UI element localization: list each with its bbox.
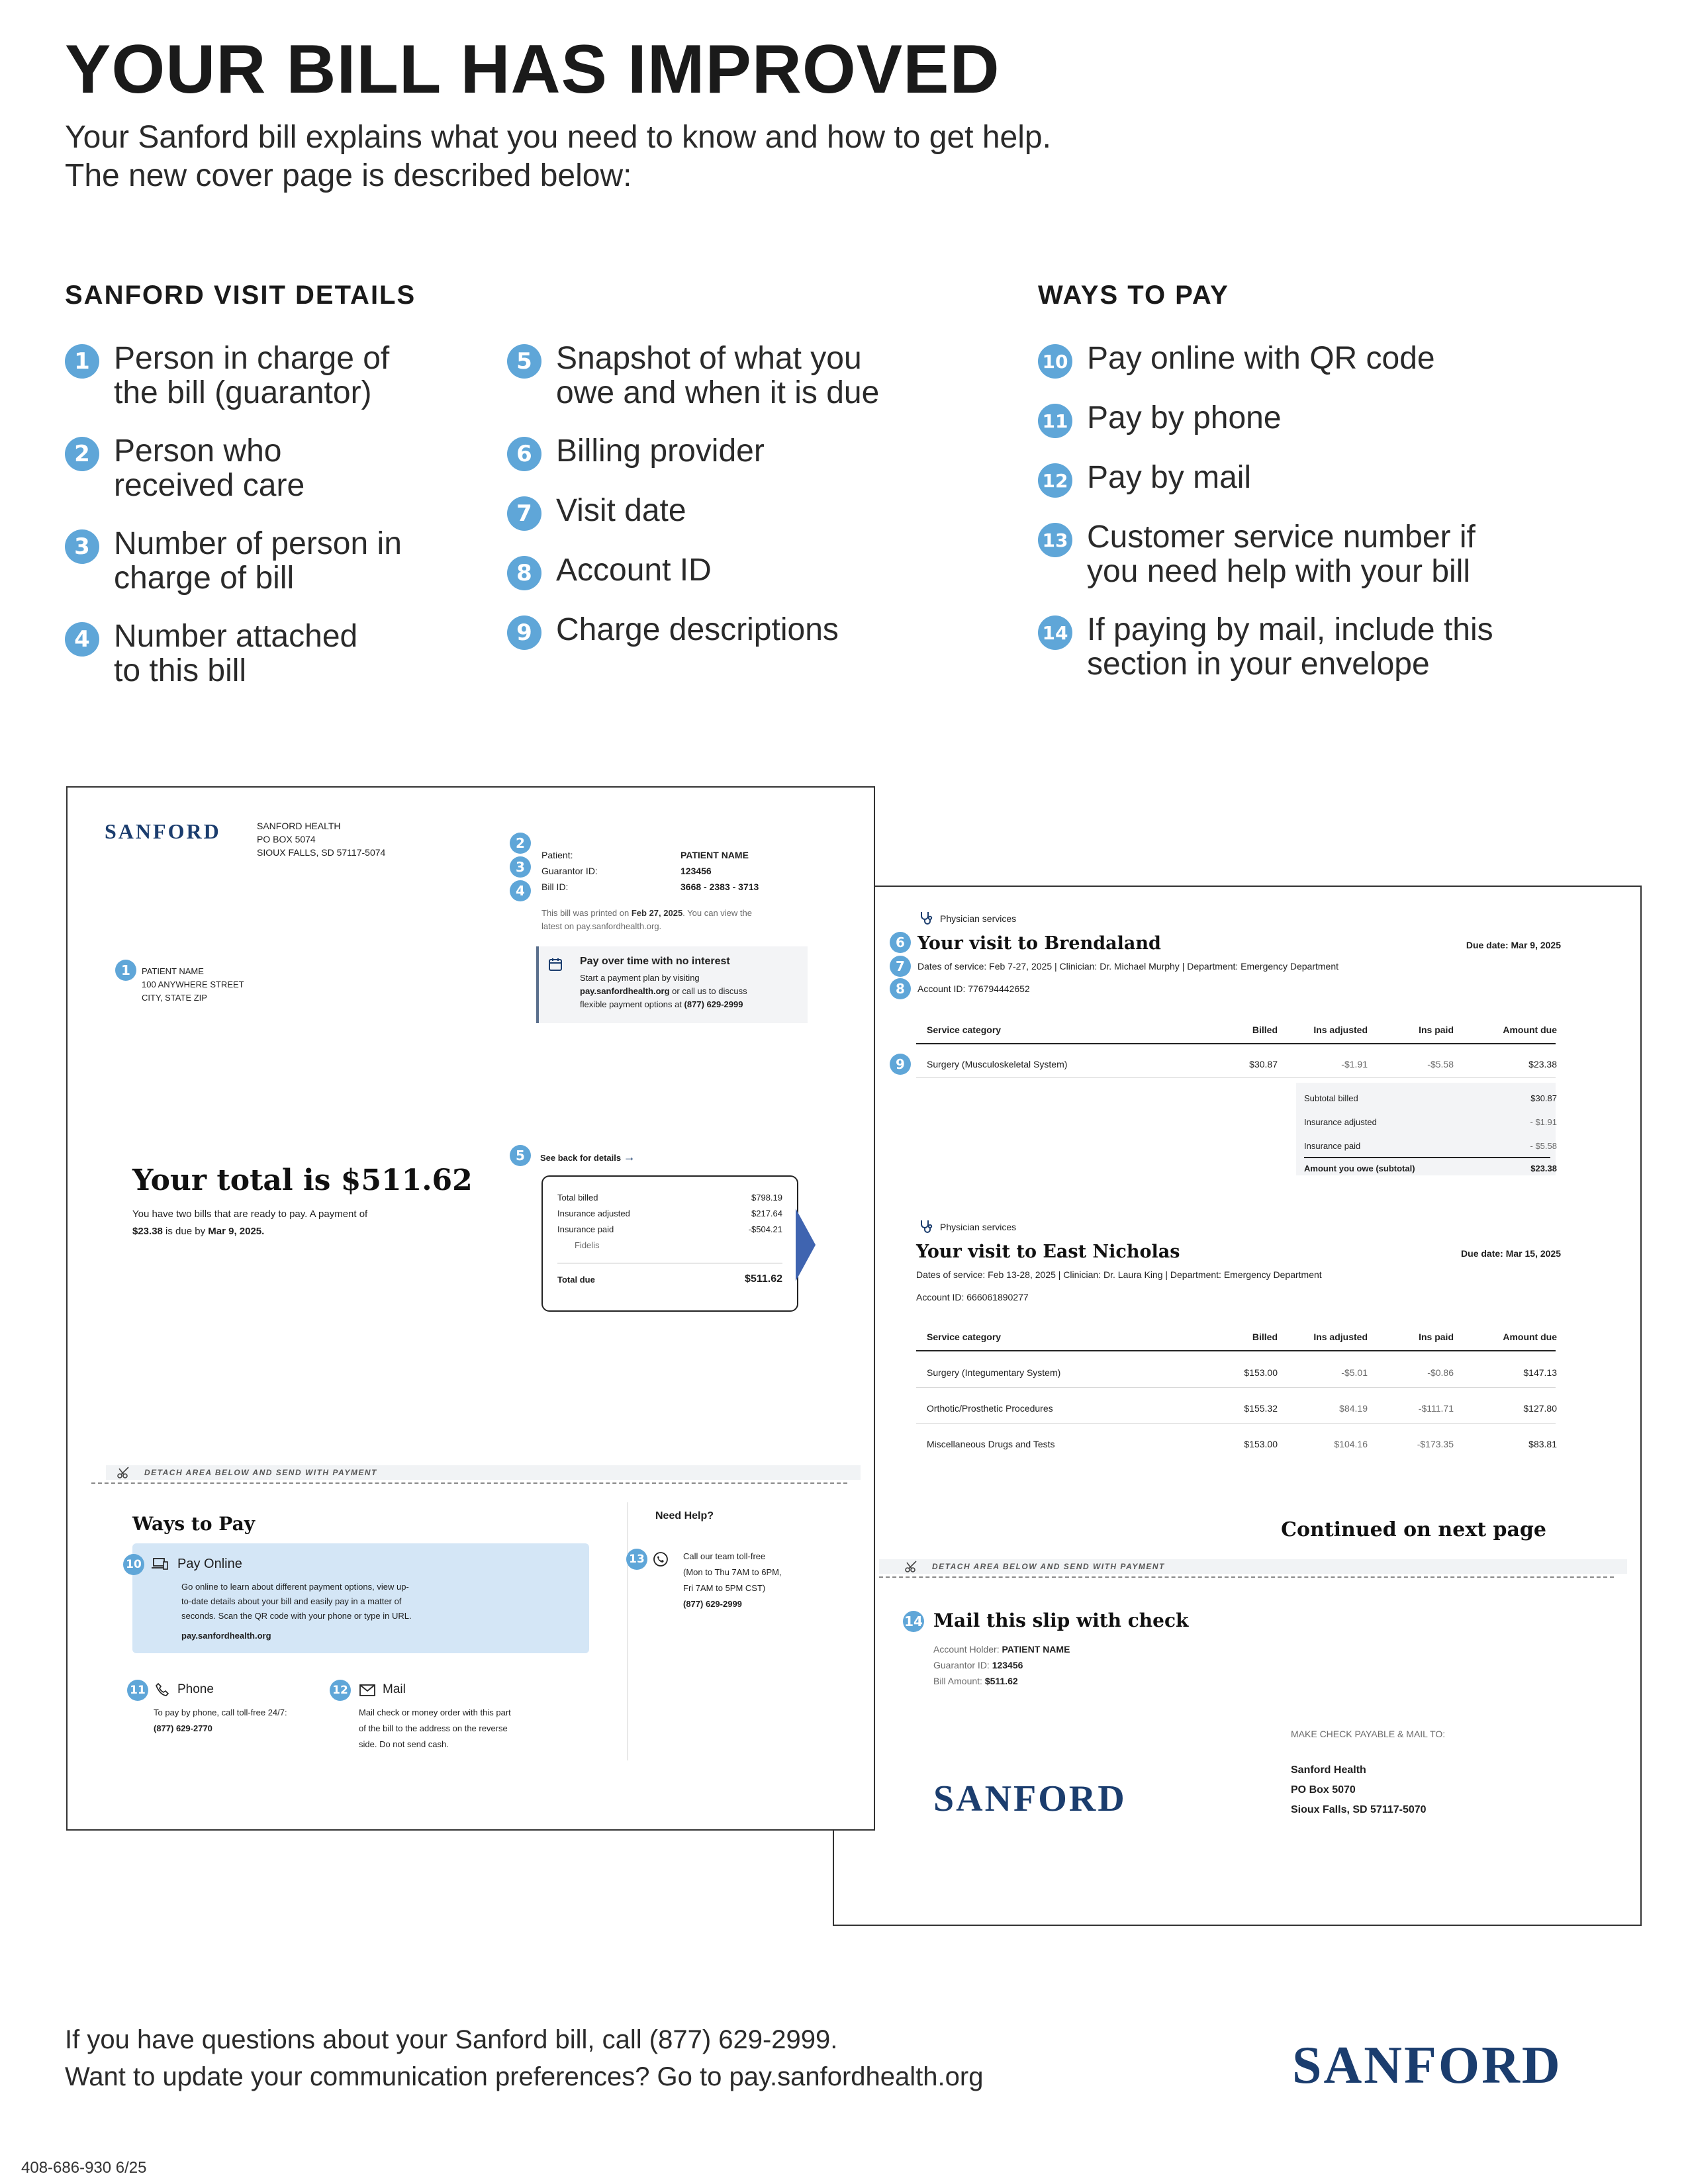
calendar-icon bbox=[548, 957, 563, 972]
legend-text: If paying by mail, include this section in your envelope bbox=[1087, 612, 1493, 682]
scissors-icon bbox=[117, 1465, 131, 1480]
subtotal-value: - $1.91 bbox=[1530, 1117, 1557, 1127]
amount-value: $511.62 bbox=[984, 1676, 1018, 1686]
legend-text: Person who received care bbox=[114, 433, 305, 503]
visit-dates: Dates of service: Feb 13-28, 2025 | Clinician: Dr. Laura King | Department: Emergency Department bbox=[916, 1269, 1322, 1280]
sanford-logo: SANFORD bbox=[1292, 2036, 1562, 2095]
number-badge: 4 bbox=[510, 880, 531, 901]
number-badge: 9 bbox=[890, 1054, 911, 1075]
holder-value: PATIENT NAME bbox=[1002, 1644, 1070, 1655]
clock-phone-icon bbox=[653, 1551, 669, 1567]
plan-title: Pay over time with no interest bbox=[580, 956, 730, 967]
row-rule bbox=[916, 1387, 1556, 1388]
row-paid: -$173.35 bbox=[1417, 1439, 1454, 1449]
sender-name: SANFORD HEALTH bbox=[257, 821, 341, 831]
summary-label: Total billed bbox=[557, 1193, 598, 1203]
legend-item-10 bbox=[1038, 341, 1435, 379]
number-badge: 13 bbox=[626, 1549, 647, 1570]
row-billed: $30.87 bbox=[1249, 1059, 1278, 1069]
intro-line-2: The new cover page is described below: bbox=[65, 158, 632, 193]
number-badge: 6 bbox=[507, 437, 541, 471]
phone-icon bbox=[155, 1682, 169, 1697]
envelope-icon bbox=[359, 1684, 376, 1697]
total-due-value: $511.62 bbox=[745, 1273, 782, 1285]
continued-note: Continued on next page bbox=[1281, 1518, 1546, 1541]
service-label: Physician services bbox=[940, 913, 1017, 924]
legend-text: Snapshot of what you owe and when it is due bbox=[556, 341, 880, 410]
mail-title: Mail bbox=[383, 1682, 406, 1696]
detach-line bbox=[879, 1576, 1614, 1578]
detach-label: DETACH AREA BELOW AND SEND WITH PAYMENT bbox=[144, 1468, 377, 1477]
legend-text: Charge descriptions bbox=[556, 612, 839, 647]
row-due: $147.13 bbox=[1523, 1367, 1557, 1378]
pay-online-title: Pay Online bbox=[177, 1557, 242, 1571]
row-paid: -$111.71 bbox=[1418, 1403, 1454, 1414]
legend-text: Billing provider bbox=[556, 433, 765, 469]
plan-link[interactable]: pay.sanfordhealth.org bbox=[580, 986, 670, 996]
mail-name: Sanford Health bbox=[1291, 1764, 1366, 1776]
summary-label: Insurance paid bbox=[557, 1224, 614, 1234]
ways-to-pay-title: Ways to Pay bbox=[132, 1513, 256, 1535]
col-header-paid: Ins paid bbox=[1419, 1024, 1454, 1035]
legend-text: Number of person in charge of bill bbox=[114, 526, 402, 596]
col-header-category: Service category bbox=[927, 1024, 1002, 1035]
number-badge: 12 bbox=[330, 1680, 351, 1701]
number-badge: 14 bbox=[1038, 615, 1072, 650]
pay-online-link[interactable]: pay.sanfordhealth.org bbox=[181, 1631, 271, 1641]
number-badge: 6 bbox=[890, 932, 911, 953]
row-billed: $153.00 bbox=[1244, 1439, 1278, 1449]
col-header-billed: Billed bbox=[1252, 1332, 1278, 1342]
row-due: $83.81 bbox=[1528, 1439, 1557, 1449]
scissors-icon bbox=[904, 1559, 919, 1574]
col-header-paid: Ins paid bbox=[1419, 1332, 1454, 1342]
help-line1: Call our team toll-free bbox=[683, 1551, 766, 1561]
legend-text: Pay online with QR code bbox=[1087, 341, 1435, 376]
number-badge: 11 bbox=[127, 1680, 148, 1701]
page-title: YOUR BILL HAS IMPROVED bbox=[65, 31, 1000, 108]
row-adjusted: $84.19 bbox=[1339, 1403, 1368, 1414]
summary-value: -$504.21 bbox=[748, 1224, 782, 1234]
slip-title: Mail this slip with check bbox=[933, 1610, 1189, 1631]
legend-item-5 bbox=[507, 341, 879, 410]
visit-title: Your visit to East Nicholas bbox=[916, 1242, 1180, 1262]
total-due-date: Mar 9, 2025. bbox=[208, 1226, 265, 1237]
guarantor-label: Guarantor ID: bbox=[933, 1660, 992, 1670]
phone-number[interactable]: (877) 629-2770 bbox=[154, 1723, 212, 1733]
subtotal-value: $30.87 bbox=[1530, 1093, 1557, 1103]
row-rule bbox=[916, 1423, 1556, 1424]
number-badge: 2 bbox=[65, 437, 99, 471]
sanford-logo: SANFORD bbox=[933, 1778, 1127, 1819]
account-id: Account ID: 776794442652 bbox=[917, 983, 1030, 994]
legend-item-3 bbox=[65, 527, 402, 596]
printed-line2: latest on pay.sanfordhealth.org. bbox=[541, 921, 662, 931]
summary-value: $217.64 bbox=[751, 1208, 782, 1218]
legend-item-7 bbox=[507, 494, 686, 531]
legend-item-1 bbox=[65, 341, 389, 410]
help-number[interactable]: (877) 629-2999 bbox=[683, 1599, 742, 1609]
amount-label: Bill Amount: bbox=[933, 1676, 985, 1686]
legend-text: Pay by phone bbox=[1087, 400, 1282, 435]
due-date: Due date: Mar 15, 2025 bbox=[1461, 1248, 1561, 1259]
row-due: $127.80 bbox=[1523, 1403, 1557, 1414]
subtotal-rule bbox=[1304, 1157, 1550, 1158]
due-date: Due date: Mar 9, 2025 bbox=[1466, 940, 1561, 950]
subtotal-label: Insurance adjusted bbox=[1304, 1117, 1377, 1127]
account-id: Account ID: 666061890277 bbox=[916, 1292, 1029, 1302]
total-amount: $23.38 bbox=[132, 1226, 163, 1237]
address-street: 100 ANYWHERE STREET bbox=[142, 979, 244, 989]
arrow-right-icon: → bbox=[623, 1150, 635, 1163]
row-billed: $153.00 bbox=[1244, 1367, 1278, 1378]
visit-title: Your visit to Brendaland bbox=[917, 933, 1161, 954]
legend-item-13 bbox=[1038, 520, 1476, 589]
col-header-billed: Billed bbox=[1252, 1024, 1278, 1035]
payable-label: MAKE CHECK PAYABLE & MAIL TO: bbox=[1291, 1729, 1446, 1739]
detach-line bbox=[91, 1482, 847, 1484]
ways-to-pay-heading: WAYS TO PAY bbox=[1038, 281, 1229, 310]
patient-value: PATIENT NAME bbox=[680, 850, 749, 860]
legend-item-14 bbox=[1038, 613, 1493, 682]
footer-line-2: Want to update your communication preferences? Go to pay.sanfordhealth.org bbox=[65, 2062, 984, 2091]
number-badge: 11 bbox=[1038, 404, 1072, 438]
laptop-icon bbox=[151, 1557, 168, 1571]
guarantor-label: Guarantor ID: bbox=[541, 866, 598, 876]
number-badge: 4 bbox=[65, 622, 99, 657]
row-category: Orthotic/Prosthetic Procedures bbox=[927, 1403, 1053, 1414]
stethoscope-icon bbox=[919, 911, 933, 925]
row-paid: -$0.86 bbox=[1427, 1367, 1454, 1378]
legend-text: Pay by mail bbox=[1087, 460, 1252, 495]
printed-date: Feb 27, 2025 bbox=[631, 908, 683, 918]
arrow-right-icon bbox=[796, 1208, 816, 1281]
legend-text: Visit date bbox=[556, 493, 686, 528]
legend-text: Number attached to this bill bbox=[114, 619, 358, 688]
number-badge: 8 bbox=[507, 556, 541, 590]
need-help-title: Need Help? bbox=[655, 1510, 714, 1522]
pay-online-line2: to-date details about your bill and easily pay in a matter of bbox=[181, 1596, 402, 1606]
visit-dates: Dates of service: Feb 7-27, 2025 | Clinician: Dr. Michael Murphy | Department: Emergency Department bbox=[917, 961, 1338, 972]
col-header-category: Service category bbox=[927, 1332, 1002, 1342]
row-adjusted: $104.16 bbox=[1334, 1439, 1368, 1449]
number-badge: 9 bbox=[507, 615, 541, 650]
visit-details-heading: SANFORD VISIT DETAILS bbox=[65, 281, 416, 310]
number-badge: 10 bbox=[1038, 344, 1072, 379]
form-code: 408-686-930 6/25 bbox=[21, 2159, 147, 2177]
col-header-adjusted: Ins adjusted bbox=[1313, 1332, 1368, 1342]
holder-label: Account Holder: bbox=[933, 1644, 1002, 1655]
sanford-logo: SANFORD bbox=[105, 819, 221, 843]
col-header-due: Amount due bbox=[1503, 1024, 1557, 1035]
row-category: Surgery (Integumentary System) bbox=[927, 1367, 1061, 1378]
insurer-name: Fidelis bbox=[575, 1240, 600, 1250]
bill-id-value: 3668 - 2383 - 3713 bbox=[680, 882, 759, 892]
bill-page-1 bbox=[66, 786, 875, 1831]
number-badge: 3 bbox=[65, 529, 99, 564]
subtotal-value: - $5.58 bbox=[1530, 1141, 1557, 1151]
help-line3: Fri 7AM to 5PM CST) bbox=[683, 1583, 766, 1593]
legend-text: Customer service number if you need help with your bill bbox=[1087, 520, 1476, 589]
row-adjusted: -$1.91 bbox=[1341, 1059, 1368, 1069]
service-label: Physician services bbox=[940, 1222, 1017, 1232]
number-badge: 14 bbox=[903, 1611, 924, 1632]
legend-text: Account ID bbox=[556, 553, 712, 588]
number-badge: 5 bbox=[510, 1145, 531, 1166]
plan-line1: Start a payment plan by visiting bbox=[580, 973, 700, 983]
pay-online-line3: seconds. Scan the QR code with your phone or type in URL. bbox=[181, 1611, 412, 1621]
footer-line-1: If you have questions about your Sanford bill, call (877) 629-2999. bbox=[65, 2025, 838, 2054]
owe-label: Amount you owe (subtotal) bbox=[1304, 1163, 1415, 1173]
legend-item-2 bbox=[65, 434, 305, 503]
number-badge: 7 bbox=[507, 496, 541, 531]
printed-pre: This bill was printed on bbox=[541, 908, 632, 918]
col-header-adjusted: Ins adjusted bbox=[1313, 1024, 1368, 1035]
row-category: Miscellaneous Drugs and Tests bbox=[927, 1439, 1055, 1449]
number-badge: 2 bbox=[510, 833, 531, 854]
address-name: PATIENT NAME bbox=[142, 966, 204, 976]
address-city: CITY, STATE ZIP bbox=[142, 993, 207, 1003]
see-back-link[interactable] bbox=[540, 1150, 635, 1164]
legend-item-9 bbox=[507, 613, 839, 650]
row-paid: -$5.58 bbox=[1427, 1059, 1454, 1069]
bill-page-2 bbox=[833, 886, 1642, 1926]
row-billed: $155.32 bbox=[1244, 1403, 1278, 1414]
table-header-rule bbox=[916, 1043, 1556, 1044]
row-adjusted: -$5.01 bbox=[1341, 1367, 1368, 1378]
guarantor-value: 123456 bbox=[992, 1660, 1023, 1670]
mail-city: Sioux Falls, SD 57117-5070 bbox=[1291, 1804, 1427, 1815]
mail-line2: of the bill to the address on the reverse bbox=[359, 1723, 508, 1733]
plan-phone: (877) 629-2999 bbox=[684, 999, 743, 1009]
owe-value: $23.38 bbox=[1530, 1163, 1557, 1173]
guarantor-value: 123456 bbox=[680, 866, 712, 876]
printed-post: . You can view the bbox=[682, 908, 752, 918]
sender-city: SIOUX FALLS, SD 57117-5074 bbox=[257, 847, 386, 858]
legend-text: Person in charge of the bill (guarantor) bbox=[114, 341, 390, 410]
row-due: $23.38 bbox=[1528, 1059, 1557, 1069]
intro-line-1: Your Sanford bill explains what you need to know and how to get help. bbox=[65, 120, 1051, 155]
plan-line3: flexible payment options at bbox=[580, 999, 684, 1009]
phone-title: Phone bbox=[177, 1682, 214, 1696]
legend-item-11 bbox=[1038, 401, 1282, 438]
summary-value: $798.19 bbox=[751, 1193, 782, 1203]
plan-line2: or call us to discuss bbox=[669, 986, 747, 996]
subtotal-label: Insurance paid bbox=[1304, 1141, 1361, 1151]
legend-item-8 bbox=[507, 553, 712, 590]
subtotal-label: Subtotal billed bbox=[1304, 1093, 1358, 1103]
legend-item-6 bbox=[507, 434, 765, 471]
stethoscope-icon bbox=[919, 1219, 933, 1234]
row-category: Surgery (Musculoskeletal System) bbox=[927, 1059, 1068, 1069]
number-badge: 1 bbox=[115, 960, 136, 981]
phone-line1: To pay by phone, call toll-free 24/7: bbox=[154, 1707, 287, 1717]
row-rule bbox=[916, 1077, 1556, 1078]
total-due-label: Total due bbox=[557, 1275, 595, 1285]
number-badge: 5 bbox=[507, 344, 541, 379]
number-badge: 13 bbox=[1038, 523, 1072, 557]
help-line2: (Mon to Thu 7AM to 6PM, bbox=[683, 1567, 782, 1577]
number-badge: 10 bbox=[123, 1554, 144, 1575]
pay-online-line1: Go online to learn about different payment options, view up- bbox=[181, 1582, 409, 1592]
detach-label: DETACH AREA BELOW AND SEND WITH PAYMENT bbox=[932, 1562, 1165, 1571]
total-is-due: is due by bbox=[162, 1226, 209, 1237]
number-badge: 7 bbox=[890, 956, 911, 977]
number-badge: 3 bbox=[510, 856, 531, 878]
legend-item-12 bbox=[1038, 461, 1251, 498]
number-badge: 12 bbox=[1038, 463, 1072, 498]
total-heading: Your total is $511.62 bbox=[132, 1163, 473, 1197]
mail-line3: side. Do not send cash. bbox=[359, 1739, 449, 1749]
patient-label: Patient: bbox=[541, 850, 573, 860]
table-header-rule bbox=[916, 1350, 1556, 1351]
sender-po: PO BOX 5074 bbox=[257, 834, 316, 844]
mail-po: PO Box 5070 bbox=[1291, 1784, 1356, 1796]
bill-id-label: Bill ID: bbox=[541, 882, 569, 892]
total-text: You have two bills that are ready to pay. A payment of bbox=[132, 1208, 368, 1220]
legend-item-4 bbox=[65, 619, 357, 688]
summary-label: Insurance adjusted bbox=[557, 1208, 630, 1218]
number-badge: 1 bbox=[65, 344, 99, 379]
number-badge: 8 bbox=[890, 978, 911, 999]
see-back-label: See back for details bbox=[540, 1153, 622, 1163]
mail-line1: Mail check or money order with this part bbox=[359, 1707, 511, 1717]
col-header-due: Amount due bbox=[1503, 1332, 1557, 1342]
